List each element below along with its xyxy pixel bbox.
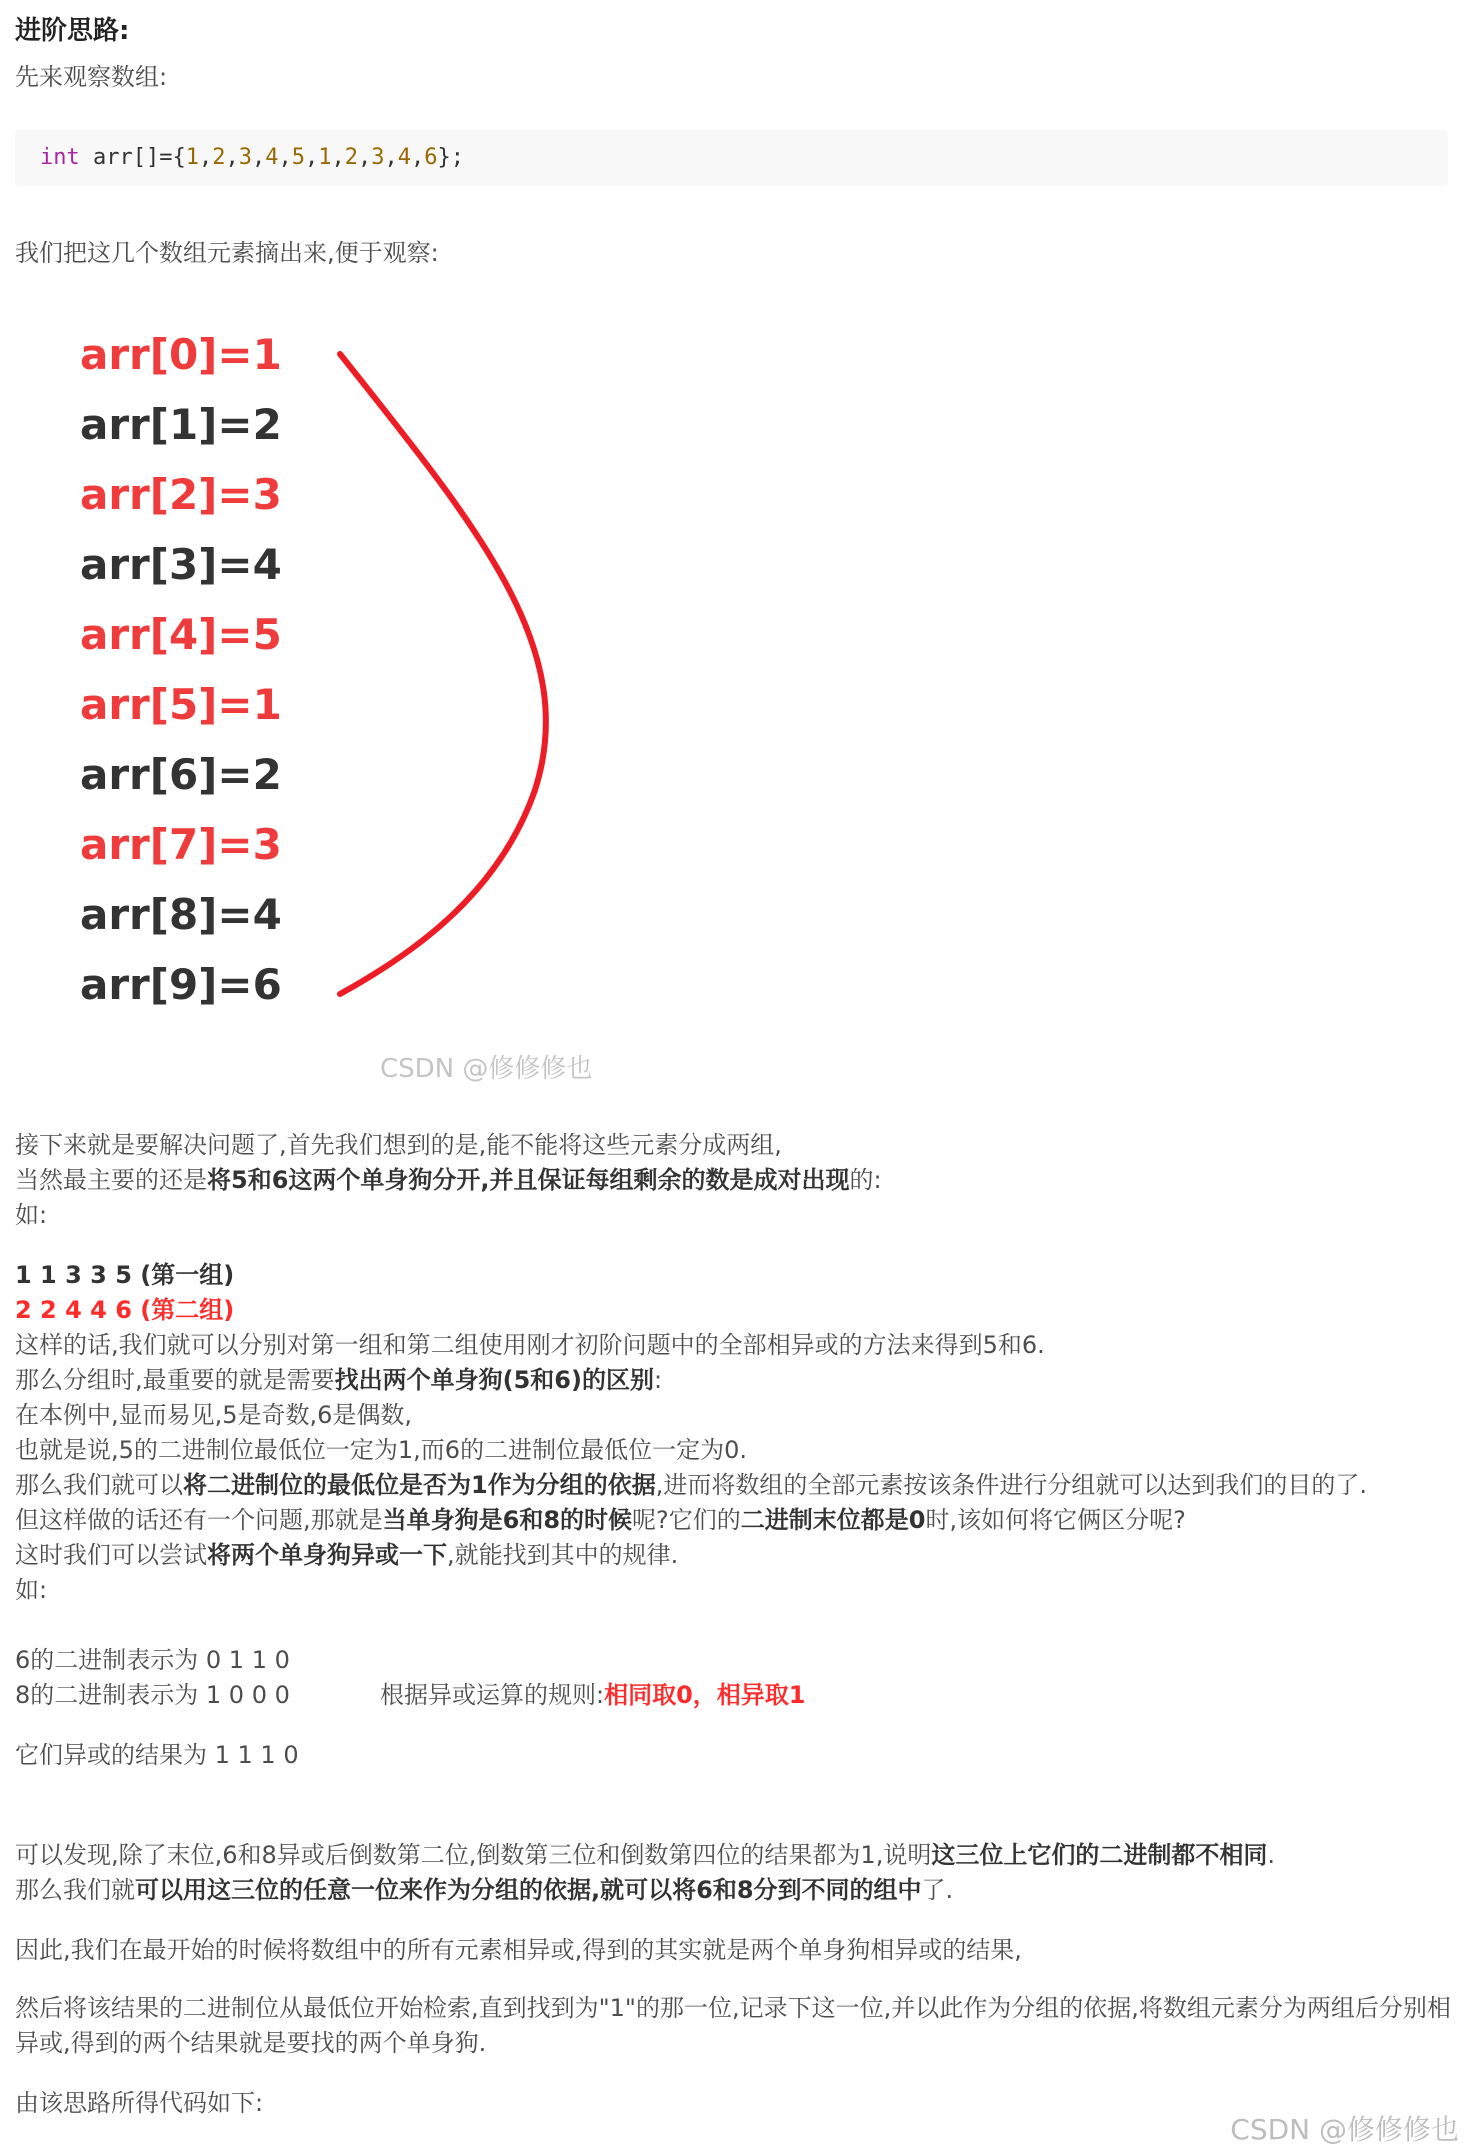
text-span: 了. (921, 1876, 954, 1904)
code-block[interactable] (15, 130, 1448, 186)
bold-text: 将二进制位的最低位是否为1作为分组的依据 (183, 1471, 656, 1499)
text-span: 那么我们就可以 (15, 1471, 183, 1499)
arr-label: arr[7]=3 (80, 820, 282, 869)
text-span: 的: (849, 1166, 882, 1194)
paragraph (15, 1468, 1367, 1502)
paragraph: 也就是说,5的二进制位最低位一定为1,而6的二进制位最低位一定为0. (15, 1436, 747, 1464)
array-figure (60, 330, 620, 1100)
bold-text: 当单身狗是6和8的时候 (382, 1506, 633, 1534)
binary-eight-line: 8的二进制表示为 1 0 0 0 (15, 1681, 290, 1709)
arr-label: arr[9]=6 (80, 960, 282, 1009)
text-span: . (1267, 1841, 1275, 1869)
bold-text: 找出两个单身狗(5和6)的区别 (334, 1366, 654, 1394)
bold-text: 将两个单身狗异或一下 (207, 1541, 447, 1569)
paragraph (15, 1873, 953, 1907)
text-span: : (653, 1366, 663, 1394)
text-span: 根据异或运算的规则: (380, 1681, 605, 1709)
paragraph: 由该思路所得代码如下: (15, 2089, 264, 2117)
code-num: 4 (397, 145, 411, 170)
page-watermark: CSDN @修修修也 (1230, 2113, 1459, 2146)
bracket-curve (340, 354, 546, 994)
section-heading: 进阶思路: (15, 16, 130, 46)
arr-label: arr[5]=1 (80, 680, 282, 729)
xor-result-line: 它们异或的结果为 1 1 1 0 (15, 1741, 299, 1769)
paragraph: 然后将该结果的二进制位从最低位开始检索,直到找到为"1"的那一位,记录下这一位,并以此作为分组的依据,将数组元素分为两组后分别相 (15, 1994, 1451, 2022)
paragraph: 如: (15, 1576, 48, 1604)
bold-text: 这三位上它们的二进制都不相同 (931, 1841, 1268, 1869)
arr-label: arr[3]=4 (80, 540, 282, 589)
text-span: 时,该如何将它俩区分呢? (925, 1506, 1186, 1534)
paragraph: 因此,我们在最开始的时候将数组中的所有元素相异或,得到的其实就是两个单身狗相异或的结果, (15, 1936, 1022, 1964)
paragraph-extract: 我们把这几个数组元素摘出来,便于观察: (15, 239, 439, 267)
code-num: 3 (371, 145, 385, 170)
paragraph (15, 1838, 1275, 1872)
arr-label: arr[4]=5 (80, 610, 282, 659)
code-line: int arr[]={1,2,3,4,5,1,2,3,4,6}; (40, 145, 464, 170)
text-span: ,就能找到其中的规律. (447, 1541, 679, 1569)
paragraph: 在本例中,显而易见,5是奇数,6是偶数, (15, 1401, 413, 1429)
text-span: ,进而将数组的全部元素按该条件进行分组就可以达到我们的目的了. (655, 1471, 1367, 1499)
code-num: 2 (344, 145, 358, 170)
paragraph: 接下来就是要解决问题了,首先我们想到的是,能不能将这些元素分成两组, (15, 1131, 782, 1159)
binary-six-line: 6的二进制表示为 0 1 1 0 (15, 1646, 290, 1674)
code-keyword: int (40, 145, 80, 170)
code-num: 3 (238, 145, 252, 170)
paragraph: 如: (15, 1201, 48, 1229)
xor-rule-highlight: 相同取0，相异取1 (604, 1681, 806, 1709)
code-num: 1 (185, 145, 199, 170)
code-text-before: arr[]={ (79, 145, 186, 170)
text-span: 当然最主要的还是 (15, 1166, 207, 1194)
red-curve-drawing (60, 330, 620, 1030)
text-span: 那么分组时,最重要的就是需要 (15, 1366, 335, 1394)
arr-label: arr[6]=2 (80, 750, 282, 799)
arr-label: arr[1]=2 (80, 400, 282, 449)
bold-text: 可以用这三位的任意一位来作为分组的依据,就可以将6和8分到不同的组中 (135, 1876, 922, 1904)
figure-watermark: CSDN @修修修也 (380, 1054, 593, 1084)
text-span: 但这样做的话还有一个问题,那就是 (15, 1506, 383, 1534)
paragraph: 异或,得到的两个结果就是要找的两个单身狗. (15, 2029, 487, 2057)
code-num: 4 (265, 145, 279, 170)
paragraph (15, 1538, 678, 1572)
arr-label: arr[8]=4 (80, 890, 282, 939)
text-span: 呢?它们的 (632, 1506, 741, 1534)
bold-text: 二进制末位都是0 (740, 1506, 926, 1534)
code-num: 2 (212, 145, 226, 170)
code-num: 5 (291, 145, 305, 170)
arr-label: arr[2]=3 (80, 470, 282, 519)
code-num: 6 (424, 145, 438, 170)
intro-text: 先来观察数组: (15, 63, 168, 91)
paragraph (15, 1163, 882, 1197)
code-text-after: }; (437, 145, 464, 170)
paragraph (15, 1363, 662, 1397)
text-span: 那么我们就 (15, 1876, 135, 1904)
paragraph (15, 1503, 1186, 1537)
text-span: 可以发现,除了末位,6和8异或后倒数第二位,倒数第三位和倒数第四位的结果都为1,说明 (15, 1841, 932, 1869)
arr-label: arr[0]=1 (80, 330, 282, 379)
group-two-line: 2 2 4 4 6 (第二组) (15, 1296, 235, 1324)
group-one-line: 1 1 3 3 5 (第一组) (15, 1261, 235, 1289)
code-num: 1 (318, 145, 332, 170)
text-span: 这时我们可以尝试 (15, 1541, 207, 1569)
bold-text: 将5和6这两个单身狗分开,并且保证每组剩余的数是成对出现 (207, 1166, 850, 1194)
xor-rule-line (380, 1678, 806, 1712)
paragraph: 这样的话,我们就可以分别对第一组和第二组使用刚才初阶问题中的全部相异或的方法来得到5和6. (15, 1331, 1045, 1359)
